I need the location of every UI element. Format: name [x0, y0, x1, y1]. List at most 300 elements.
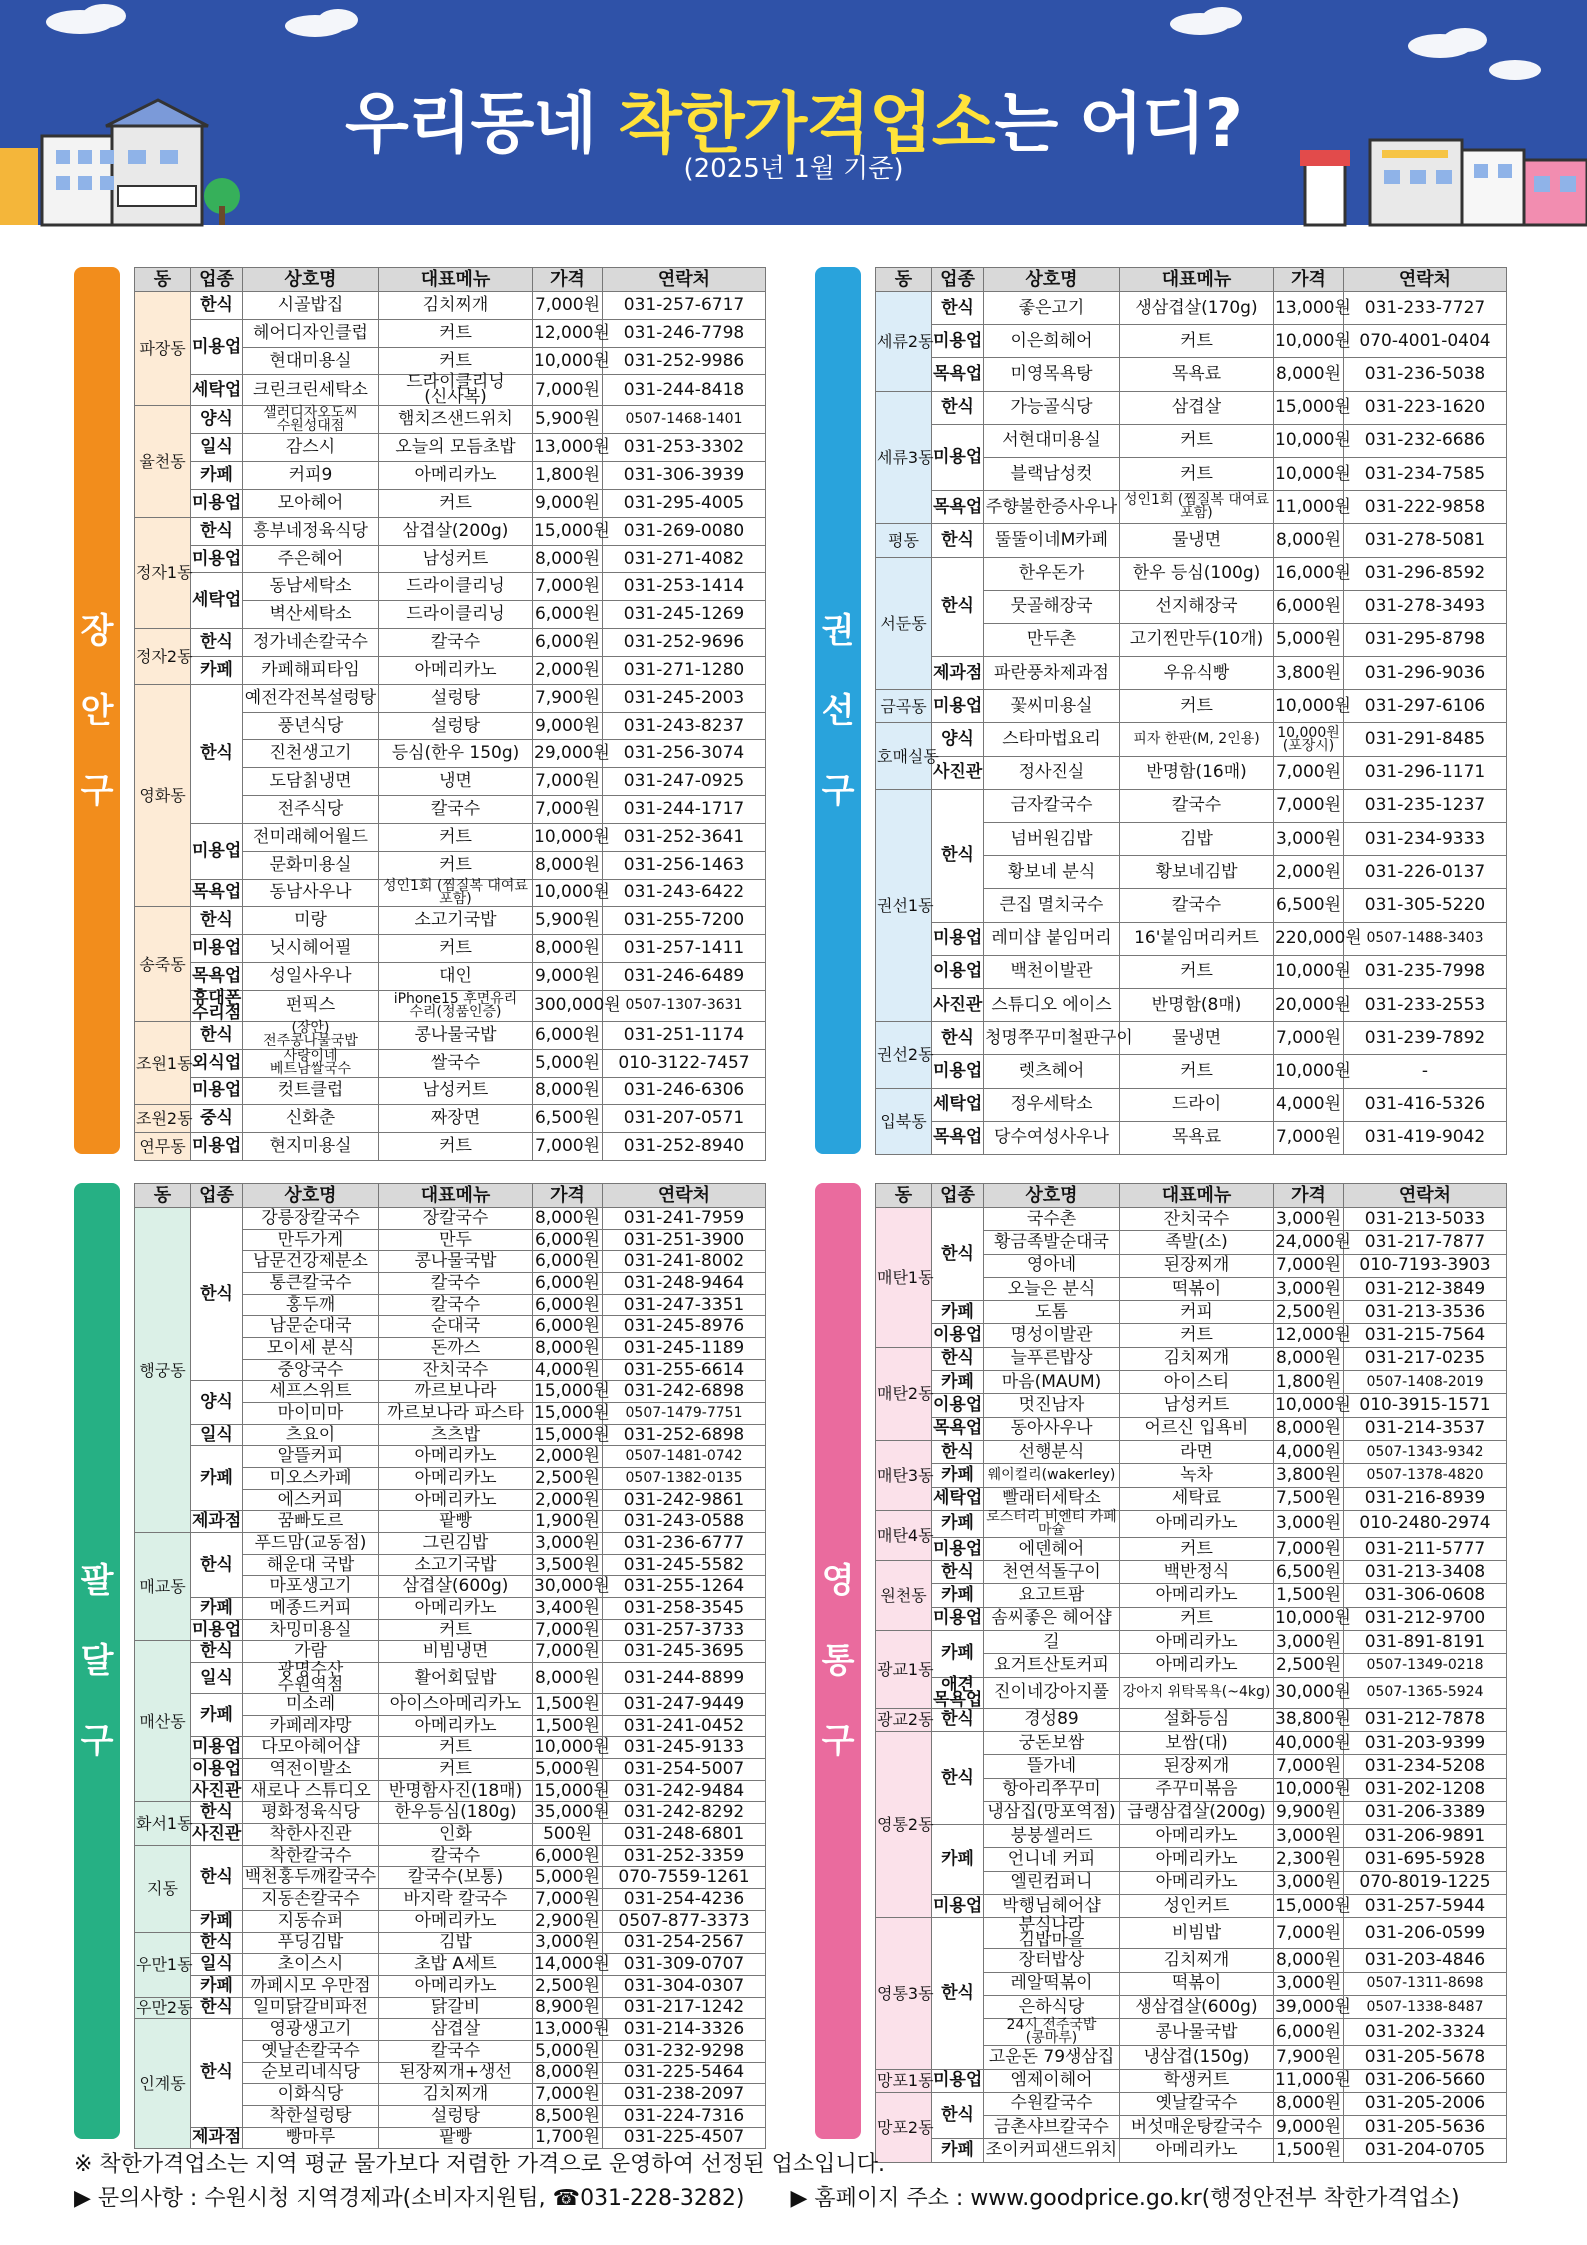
price-cell: 15,000원	[1274, 1895, 1344, 1918]
dong-cell: 권선1동	[876, 789, 932, 1021]
shop-cell: 흥부네정육식당	[243, 517, 379, 545]
table-row	[876, 1417, 1507, 1440]
table-row	[876, 955, 1507, 988]
menu-cell: 아메리카노	[1120, 1848, 1274, 1871]
table-row	[876, 1208, 1507, 1231]
category-cell: 한식	[191, 1641, 243, 1663]
shop-cell: 현지미용실	[243, 1133, 379, 1161]
dong-cell: 인계동	[135, 2019, 191, 2149]
menu-cell: 아이스티	[1120, 1371, 1274, 1394]
shop-cell: 벽산세탁소	[243, 601, 379, 629]
header-dong: 동	[135, 268, 191, 292]
shop-cell: 강릉장칼국수	[243, 1208, 379, 1230]
phone-cell: 031-252-6898	[603, 1424, 766, 1446]
dong-cell: 우만1동	[135, 1932, 191, 1997]
price-cell: 15,000원	[533, 517, 603, 545]
header-shop: 상호명	[984, 1184, 1120, 1208]
price-cell: 10,000원	[1274, 955, 1344, 988]
menu-cell: 커트	[379, 1619, 533, 1641]
price-cell: 10,000원	[1274, 424, 1344, 457]
menu-cell: 옛날칼국수	[1120, 2092, 1274, 2115]
dong-cell: 연무동	[135, 1133, 191, 1161]
table-row	[876, 524, 1507, 557]
menu-cell: 강아지 위탁목욕(~4kg)	[1120, 1677, 1274, 1708]
phone-cell: 031-271-4082	[603, 545, 766, 573]
category-cell: 카페	[932, 1464, 984, 1487]
dong-cell: 평동	[876, 524, 932, 557]
dong-cell: 우만2동	[136, 1998, 193, 2018]
footer-homepage[interactable]: ▶ 홈페이지 주소 : www.goodprice.go.kr(행정안전부 착한가격업소)	[790, 2186, 1460, 2211]
price-cell: 3,000원	[1274, 1510, 1344, 1537]
price-cell: 5,900원	[533, 406, 603, 434]
menu-cell: 잔치국수	[1120, 1208, 1274, 1231]
menu-cell: 황보네김밥	[1120, 856, 1274, 889]
category-cell: 한식	[191, 1997, 243, 2019]
menu-cell: 라면	[1120, 1440, 1274, 1463]
shop-cell: 백천홍두깨칼국수	[243, 1867, 379, 1889]
shop-cell: 요고트팜	[984, 1584, 1120, 1607]
price-cell: 7,900원	[533, 684, 603, 712]
category-cell: 세탁업	[191, 573, 243, 629]
price-cell: 9,000원	[533, 963, 603, 991]
category-cell: 카페	[191, 462, 243, 490]
table-row	[876, 1394, 1507, 1417]
table-row	[135, 1802, 766, 1824]
phone-cell: 031-244-8418	[603, 375, 766, 406]
phone-cell: 031-241-8002	[603, 1251, 766, 1273]
shop-cell: 순보리네식당	[243, 2062, 379, 2084]
menu-cell: 콩나물국밥	[1120, 2019, 1274, 2046]
category-cell: 미용업	[191, 1077, 243, 1105]
menu-cell: 아메리카노	[379, 1468, 533, 1490]
shop-cell: 평화정육식당	[243, 1802, 379, 1824]
table-row	[876, 922, 1507, 955]
phone-cell: 031-304-0307	[603, 1975, 766, 1997]
category-cell: 사진관	[932, 756, 984, 789]
phone-cell: 031-234-5208	[1344, 1755, 1507, 1778]
shop-cell: 전미래헤어월드	[243, 823, 379, 851]
price-cell: 8,000원	[1274, 1417, 1344, 1440]
shop-cell: 헤어디자인클럽	[243, 319, 379, 347]
price-cell: 10,000원	[1274, 690, 1344, 723]
shop-cell: 남문순대국	[243, 1316, 379, 1338]
shop-cell: 블랙남성컷	[984, 457, 1120, 490]
menu-cell: 남성커트	[379, 1077, 533, 1105]
shop-cell: 지동손칼국수	[243, 1889, 379, 1911]
shop-cell: 24시 전주국밥(콩마루)	[984, 2019, 1120, 2046]
shop-cell: 홍두깨	[243, 1294, 379, 1316]
menu-cell: 순대국	[379, 1316, 533, 1338]
footer	[74, 2148, 1460, 2216]
menu-cell: 드라이	[1120, 1088, 1274, 1121]
phone-cell: 031-205-2006	[1344, 2092, 1507, 2115]
menu-cell: 오늘의 모듬초밥	[379, 434, 533, 462]
menu-cell: 바지락 칼국수	[379, 1889, 533, 1911]
price-cell: 6,000원	[533, 1294, 603, 1316]
price-cell: 7,000원	[1274, 789, 1344, 822]
dong-cell: 원천동	[876, 1561, 932, 1631]
dong-cell: 입북동	[876, 1088, 932, 1154]
menu-cell: 성인1회 (찜질복 대여료 포함)	[379, 879, 533, 907]
category-cell: 이용업	[192, 1758, 242, 1779]
phone-cell: 031-271-1280	[603, 656, 766, 684]
menu-cell: 초밥 A세트	[379, 1954, 533, 1976]
header-dong: 동	[876, 268, 932, 292]
menu-cell: 설화등심	[1120, 1708, 1274, 1731]
menu-cell: 까르보나라 파스타	[379, 1403, 533, 1425]
phone-cell: 031-206-9891	[1344, 1825, 1507, 1848]
menu-cell: 커트	[379, 347, 533, 375]
menu-cell: 반명함(8매)	[1120, 988, 1274, 1021]
price-cell: 7,000원	[533, 573, 603, 601]
price-cell: 12,000원	[1274, 1324, 1344, 1347]
price-cell: 3,000원	[533, 1932, 603, 1954]
menu-cell: 생삼겹살(600g)	[1120, 1995, 1274, 2018]
menu-cell: 녹차	[1120, 1464, 1274, 1487]
phone-cell: 031-278-3493	[1344, 590, 1507, 623]
menu-cell: 커피	[1120, 1301, 1274, 1324]
price-cell: 6,000원	[533, 1316, 603, 1338]
menu-cell: 인화	[379, 1824, 533, 1846]
table-row	[135, 319, 766, 347]
category-cell: 한식	[932, 2092, 984, 2139]
district-label-jangan	[74, 267, 120, 1154]
menu-cell: 콩나물국밥	[379, 1021, 533, 1049]
shop-cell: 크린크린세탁소	[243, 375, 379, 406]
category-cell: 한식	[932, 1208, 984, 1301]
price-cell: 10,000원	[533, 347, 603, 375]
price-cell: 6,000원	[533, 1273, 603, 1295]
header-price: 가격	[1274, 268, 1344, 292]
shop-cell: 고운돈 79생삼집	[984, 2046, 1120, 2069]
category-cell: 미용업	[932, 690, 984, 723]
shop-cell: 푸드맘(교동점)	[243, 1533, 379, 1555]
phone-cell: 031-211-5777	[1344, 1537, 1507, 1560]
phone-cell: 031-243-0588	[603, 1511, 766, 1533]
dong-cell: 광교2동	[876, 1708, 932, 1731]
header-category: 업종	[191, 268, 243, 292]
price-cell: 3,000원	[1274, 1871, 1344, 1894]
phone-cell: 031-256-3074	[603, 740, 766, 768]
shop-cell: 세프스위트	[243, 1381, 379, 1403]
category-cell: 한식	[932, 1347, 984, 1370]
price-cell: 7,000원	[1274, 1537, 1344, 1560]
dong-cell: 송죽동	[135, 907, 191, 1021]
menu-cell: 물냉면	[1120, 1022, 1274, 1055]
price-cell: 7,000원	[533, 375, 603, 406]
price-cell: 3,000원	[1274, 1972, 1344, 1995]
menu-cell: 설렁탕	[379, 712, 533, 740]
menu-cell: 16'붙임머리커트	[1120, 922, 1274, 955]
phone-cell: 031-247-0925	[603, 768, 766, 796]
price-cell: 500원	[533, 1824, 603, 1846]
phone-cell: 031-202-3324	[1344, 2019, 1507, 2046]
phone-cell: 031-252-9986	[603, 347, 766, 375]
phone-cell: 031-296-8592	[1344, 557, 1507, 590]
menu-cell: 그린김밥	[379, 1533, 533, 1555]
phone-cell: 031-242-8292	[603, 1802, 766, 1824]
phone-cell: 031-257-5944	[1344, 1895, 1507, 1918]
category-cell: 미용업	[932, 1895, 984, 1918]
shop-cell: 미영목욕탕	[984, 358, 1120, 391]
phone-cell: 010-7193-3903	[1344, 1254, 1507, 1277]
category-cell: 카페	[191, 1910, 243, 1932]
district-label-paldal	[74, 1183, 120, 2139]
category-cell: 미용업	[932, 1055, 984, 1088]
district-name: 영 통 구	[821, 1561, 855, 1761]
category-cell: 목욕업	[932, 1417, 984, 1440]
phone-cell: 031-247-9449	[603, 1694, 766, 1716]
price-cell: 2,300원	[1274, 1848, 1344, 1871]
phone-cell: 031-204-0705	[1344, 2139, 1507, 2162]
category-cell: 한식	[932, 1440, 984, 1463]
price-cell: 5,000원	[1274, 623, 1344, 656]
category-cell: 일식	[191, 1424, 243, 1446]
shop-cell: 이은희헤어	[984, 325, 1120, 358]
phone-cell: 070-7559-1261	[603, 1867, 766, 1889]
phone-cell: 031-254-4236	[603, 1889, 766, 1911]
shop-cell: 진이네강아지풀	[984, 1677, 1120, 1708]
category-cell: 외식업	[191, 1049, 243, 1077]
page-subtitle: (2025년 1월 기준)	[683, 154, 904, 184]
table-row	[135, 1694, 766, 1716]
price-cell: 8,000원	[533, 1663, 603, 1694]
price-cell: 13,000원	[533, 434, 603, 462]
phone-cell: 031-232-9298	[603, 2040, 766, 2062]
shop-cell: 수원칼국수	[984, 2092, 1120, 2115]
table-row	[876, 1825, 1507, 1848]
table-row	[135, 1641, 766, 1663]
price-cell: 15,000원	[534, 1780, 610, 1801]
footer-contact: ▶ 문의사항 : 수원시청 지역경제과(소비자지원팀, ☎031-228-3282)	[74, 2186, 745, 2211]
price-cell: 3,000원	[1274, 1825, 1344, 1848]
phone-cell: 031-244-1717	[603, 796, 766, 824]
shop-cell: 청명쭈꾸미철판구이	[984, 1022, 1120, 1055]
phone-cell: 0507-1479-7751	[603, 1403, 766, 1425]
table-row	[876, 358, 1507, 391]
category-cell: 한식	[191, 2019, 243, 2127]
table-row	[135, 1208, 766, 1230]
shop-cell: 레알떡볶이	[984, 1972, 1120, 1995]
category-cell: 미용업	[191, 935, 243, 963]
shop-cell: 동남세탁소	[243, 573, 379, 601]
shop-cell: 카페해피타임	[243, 656, 379, 684]
phone-cell: 031-245-9133	[603, 1737, 766, 1759]
menu-cell: 커트	[1120, 457, 1274, 490]
shop-cell: 커피9	[243, 462, 379, 490]
phone-cell: 070-8019-1225	[1344, 1871, 1507, 1894]
phone-cell: 0507-1343-9342	[1344, 1440, 1507, 1463]
menu-cell: 잔치국수	[379, 1359, 533, 1381]
district-label-yeongtong	[815, 1183, 861, 2139]
shop-cell: 착한칼국수	[243, 1845, 379, 1867]
dong-cell: 지동	[135, 1845, 191, 1932]
header-price: 가격	[533, 1184, 603, 1208]
phone-cell: 031-257-3733	[603, 1619, 766, 1641]
table-row	[876, 1918, 1507, 1949]
shop-cell: 메종드커피	[243, 1598, 379, 1620]
category-cell: 카페	[932, 1584, 984, 1607]
menu-cell: 아메리카노	[1120, 1654, 1274, 1677]
table-row	[876, 723, 1507, 756]
shop-cell: 모아헤어	[243, 489, 379, 517]
table-row	[135, 1511, 766, 1533]
shop-cell: 언니네 커피	[984, 1848, 1120, 1871]
shop-cell: 남문건강제분소	[243, 1251, 379, 1273]
price-cell: 7,000원	[1274, 1755, 1344, 1778]
table-row	[876, 1440, 1507, 1463]
shop-cell: 가능골식당	[984, 391, 1120, 424]
price-cell: 1,700원	[533, 2127, 603, 2149]
phone-cell: 0507-1468-1401	[603, 406, 766, 434]
menu-cell: 햄치즈샌드위치	[379, 406, 533, 434]
menu-cell: 칼국수(보통)	[379, 1867, 533, 1889]
price-cell: 6,000원	[533, 1845, 603, 1867]
shop-cell: 성일사우나	[243, 963, 379, 991]
shop-cell: 모이세 분식	[243, 1338, 379, 1360]
phone-cell: 031-419-9042	[1344, 1121, 1507, 1154]
menu-cell: 커트	[379, 935, 533, 963]
table-row	[135, 434, 766, 462]
dong-cell: 매산동	[135, 1641, 191, 1802]
category-cell: 한식	[932, 1561, 984, 1584]
dong-cell: 권선2동	[876, 1022, 932, 1088]
table-row	[876, 1895, 1507, 1918]
menu-cell: 아메리카노	[379, 656, 533, 684]
price-cell: 40,000원	[1274, 1731, 1344, 1754]
category-cell: 미용업	[191, 489, 243, 517]
phone-cell: 0507-1349-0218	[1344, 1654, 1507, 1677]
menu-cell: 팥빵	[379, 1511, 533, 1533]
category-cell: 카페	[191, 656, 243, 684]
dong-cell: 망포1동	[876, 2069, 932, 2092]
price-cell: 8,000원	[533, 545, 603, 573]
phone-cell: 031-213-3536	[1344, 1301, 1507, 1324]
phone-cell: 031-256-1463	[603, 851, 766, 879]
price-cell: 9,000원	[533, 712, 603, 740]
dong-cell: 정자2동	[135, 629, 191, 685]
price-cell: 10,000원	[1274, 1607, 1344, 1630]
header-shop: 상호명	[984, 268, 1120, 292]
header-price: 가격	[1274, 1184, 1344, 1208]
menu-cell: 커트	[379, 1133, 533, 1161]
shop-cell: 큰집 멸치국수	[984, 889, 1120, 922]
menu-cell: 비빔밥	[1120, 1918, 1274, 1949]
phone-cell: 031-251-1174	[603, 1021, 766, 1049]
menu-cell: 대인	[379, 963, 533, 991]
phone-cell: 031-305-5220	[1344, 889, 1507, 922]
table-row	[876, 1537, 1507, 1560]
price-cell: 1,800원	[533, 462, 603, 490]
price-cell: 6,000원	[533, 1251, 603, 1273]
shop-cell: 도담칡냉면	[243, 768, 379, 796]
price-cell: 5,000원	[533, 1049, 603, 1077]
phone-cell: 031-248-6801	[603, 1824, 766, 1846]
menu-cell: 활어회덮밥	[379, 1663, 533, 1694]
shop-cell: 천연석돌구이	[984, 1561, 1120, 1584]
table-row	[135, 1737, 766, 1759]
shop-cell: 가람	[243, 1641, 379, 1663]
table-row	[135, 1975, 766, 1997]
category-cell: 한식	[932, 1731, 984, 1824]
table-row	[135, 1780, 766, 1802]
shop-cell: 박행님헤어샵	[984, 1895, 1120, 1918]
menu-cell: 김치찌개	[1120, 1347, 1274, 1370]
category-cell: 한식	[932, 557, 984, 657]
header-menu: 대표메뉴	[379, 268, 533, 292]
shop-cell: 빵마루	[243, 2127, 379, 2149]
category-cell: 한식	[932, 524, 984, 557]
shop-cell: 금촌샤브칼국수	[984, 2116, 1120, 2139]
price-cell: 7,000원	[533, 1641, 603, 1663]
price-cell: 7,000원	[533, 1889, 603, 1911]
phone-cell: 031-243-8237	[603, 712, 766, 740]
shop-cell: 시골밥집	[243, 292, 379, 320]
phone-cell: 031-217-1242	[603, 1997, 766, 2019]
shop-cell: 명성이발관	[984, 1324, 1120, 1347]
shop-cell: 꽃씨미용실	[984, 690, 1120, 723]
shop-cell: 뜰가네	[984, 1755, 1120, 1778]
menu-cell: 아메리카노	[1120, 1584, 1274, 1607]
menu-cell: 남성커트	[379, 545, 533, 573]
price-cell: 1,800원	[1274, 1371, 1344, 1394]
table-row	[876, 1510, 1507, 1537]
phone-cell: 031-257-6717	[603, 292, 766, 320]
table-row	[876, 1088, 1507, 1121]
price-cell: 9,000원	[1274, 2116, 1344, 2139]
phone-cell: 031-295-8798	[1344, 623, 1507, 656]
menu-cell: 냉면	[379, 768, 533, 796]
shop-cell: 착한설렁탕	[243, 2105, 379, 2127]
shop-cell: 궁돈보쌈	[984, 1731, 1120, 1754]
menu-cell: 커트	[1120, 325, 1274, 358]
price-cell: 2,500원	[533, 1975, 603, 1997]
title-highlight: 착한가격업소	[617, 85, 995, 162]
table-row	[135, 656, 766, 684]
category-cell: 제과점	[932, 657, 984, 690]
shop-cell: 착한사진관	[243, 1824, 379, 1846]
header-phone: 연락처	[1344, 268, 1507, 292]
header-shop: 상호명	[243, 1184, 379, 1208]
price-cell: 24,000원	[1274, 1231, 1344, 1254]
category-cell: 미용업	[192, 1619, 242, 1640]
shop-cell: 웨이컬리(wakerley)	[984, 1464, 1120, 1487]
shop-cell: 경성89	[984, 1708, 1120, 1731]
price-cell: 6,000원	[533, 629, 603, 657]
price-cell: 10,000원	[1274, 457, 1344, 490]
category-cell: 한식	[191, 1021, 243, 1049]
shop-cell: 스타마법요리	[984, 723, 1120, 756]
price-cell: 2,900원	[533, 1910, 603, 1932]
category-cell: 한식	[191, 684, 243, 823]
category-cell: 세탁업	[191, 375, 243, 406]
price-cell: 6,000원	[533, 601, 603, 629]
price-cell: 8,000원	[533, 2062, 603, 2084]
table-row	[135, 1424, 766, 1446]
category-cell: 한식	[191, 1533, 243, 1598]
phone-cell: 031-255-1264	[603, 1576, 766, 1598]
shop-cell: 멋진남자	[984, 1394, 1120, 1417]
header-menu: 대표메뉴	[1120, 268, 1274, 292]
dong-cell: 금곡동	[876, 690, 932, 723]
menu-cell: 냉삼겹(150g)	[1120, 2046, 1274, 2069]
dong-cell: 영통3동	[876, 1918, 932, 2069]
category-cell: 목욕업	[191, 879, 243, 907]
price-cell: 6,000원	[533, 1229, 603, 1251]
phone-cell: 031-309-0707	[603, 1954, 766, 1976]
table-row	[135, 1598, 766, 1620]
menu-cell: 떡볶이	[1120, 1277, 1274, 1300]
